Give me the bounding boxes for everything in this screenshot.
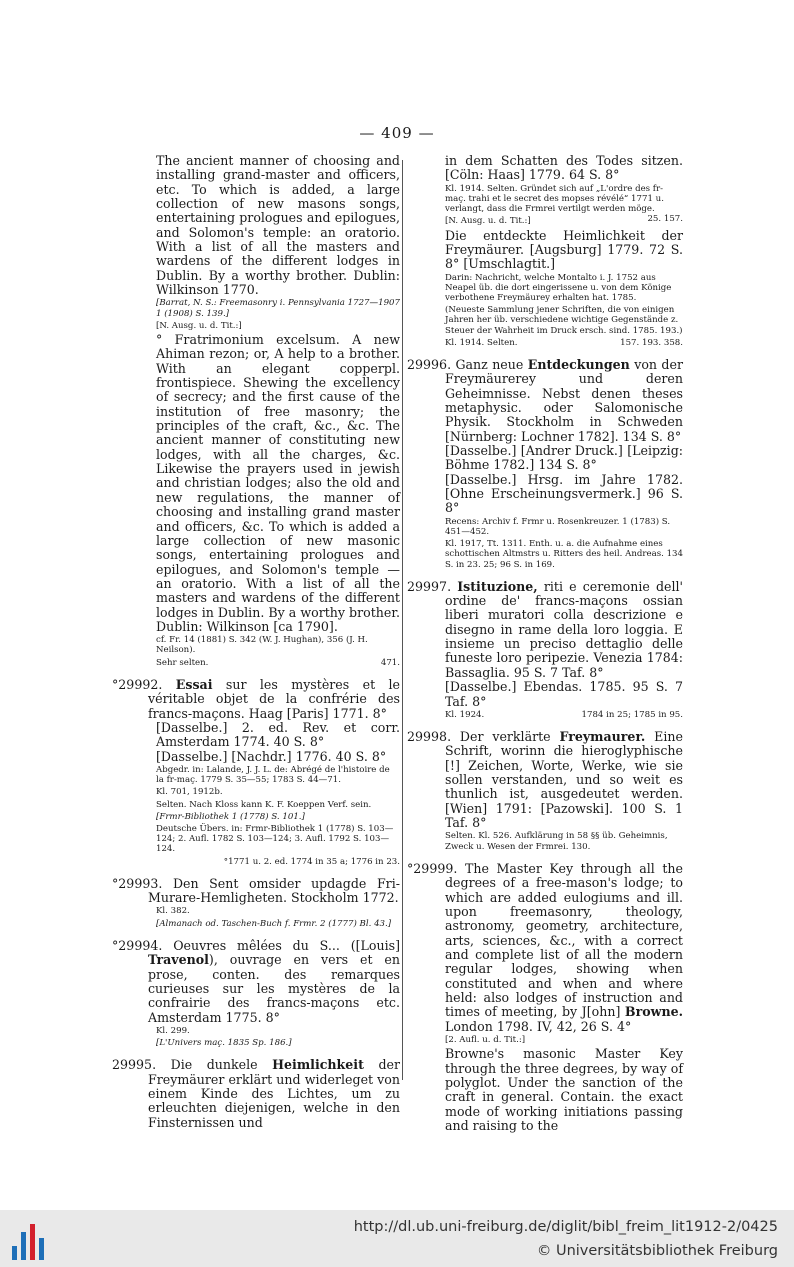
entry-number: 29996. <box>407 356 452 372</box>
entry-29993 <box>112 877 400 929</box>
entry-29996-edition-3: [Dasselbe.] Hrsg. im Jahre 1782. [Ohne Erscheinungsvermerk.] 96 S. 8° <box>445 471 683 516</box>
entry-number: °29993. <box>112 875 163 891</box>
entry-29992 <box>112 678 400 867</box>
continued-entry-text: The ancient manner of choosing and installing grand-master and officers, etc. To which is added, a large collection of new masons songs, entertaining prologues and epilogues, and Solomon's temple: an oratorio. With a list of all the masters and wardens of the different lodges in Dublin. By a worthy brother. Dublin: Wilkinson 1770. <box>156 153 400 298</box>
left-column <box>112 154 400 1130</box>
university-logo-icon <box>12 1224 52 1260</box>
viewer-footer <box>0 1210 794 1267</box>
entry-keyword: Entdeckungen <box>527 356 630 372</box>
entry-29998-main <box>407 730 683 830</box>
entry-29993-kl: Kl. 382. <box>156 906 190 917</box>
entry-29992-frmr: [Frmr-Bibliothek 1 (1778) S. 101.] <box>156 811 305 822</box>
entry-keyword: Heimlichkeit <box>272 1057 364 1073</box>
entry-29996-kl: Kl. 1917, Tt. 1311. Enth. u. a. die Aufnahme eines schottischen Altmstrs u. Ritters des heil. Andreas. 134 S. in 23. 25; 96 S. in 169. <box>445 539 683 570</box>
entry-number: 29995. <box>112 1057 157 1073</box>
entdeckte-darin: Darin: Nachricht, welche Montalto i. J. 1752 aus Neapel üb. die dort eingerissene u. von dem Könige verbothene Freymäurey erhalten hat. 1785. <box>445 272 672 303</box>
right-column <box>407 154 683 1133</box>
entry-29997-kl-number: 1784 in 25; 1785 in 95. <box>581 709 683 720</box>
entry-number: 29997. <box>407 578 452 594</box>
entry-text-2: Eine Schrift, worinn die hieroglyphische [!] Zeichen, Worte, Werke, wie sie sollen verstanden, und so weit es thunlich ist, ausgedeutet werden. [Wien] 1791: [Pazowski]. 100 S. 1 Taf. 8° <box>445 729 683 831</box>
entry-29992-price: °1771 u. 2. ed. 1774 in 35 a; 1776 in 23. <box>223 856 400 867</box>
entry-29997-main <box>407 580 683 680</box>
continued-entry-new-edition: [N. Ausg. u. d. Tit.:] <box>156 320 242 331</box>
entry-29992-edition-2: [Dasselbe.] 2. ed. Rev. et corr. Amsterdam 1774. 40 S. 8° <box>156 719 400 750</box>
entry-29996-main <box>407 358 683 444</box>
entry-text-2: von der Freymäurerey und deren Geheimnisse. Nebst denen theses metaphysic. oder Salomonische Physik. Stockholm in Schweden [Nürnberg: Lochner 1782]. 134 S. 8° <box>445 356 683 444</box>
entry-29997-kl-text: Kl. 1924. <box>445 709 485 720</box>
entry-29992-main <box>112 678 400 721</box>
entry-29992-edition-3: [Dasselbe.] [Nachdr.] 1776. 40 S. 8° <box>156 748 387 764</box>
entry-text-1: Ganz neue <box>455 356 524 372</box>
entry-29996-edition-2: [Dasselbe.] [Andrer Druck.] [Leipzig: Böhme 1782.] 134 S. 8° <box>445 443 683 473</box>
entry-number: 29998. <box>407 729 452 745</box>
continued-entry-kl-number: 25. 157. <box>647 214 683 225</box>
fratrimonium-seller <box>112 658 400 668</box>
entry-text-1: Die dunkele <box>170 1057 258 1073</box>
entry-29992-selten: Selten. Nach Kloss kann K. F. Koeppen Verf. sein. <box>156 799 372 810</box>
entry-keyword: Travenol <box>148 952 209 968</box>
entry-29997-edition-2: [Dasselbe.] Ebendas. 1785. 95 S. 7 Taf. 8° <box>445 679 683 709</box>
fratrimonium-note: cf. Fr. 14 (1881) S. 342 (W. J. Hughan), 356 (J. H. Neilson). <box>156 635 368 656</box>
entry-29997-kl <box>407 710 683 720</box>
entry-text-2: London 1798. IV, 42, 26 S. 4° <box>445 1018 632 1034</box>
entry-text-2: der Freymäurer erklärt und widerleget von einem Kinde des Lichtes, um zu erleuchten diejenigen, welche in den Finsternissen und <box>148 1057 400 1130</box>
entry-29999 <box>407 862 683 1133</box>
fratrimonium-seller-text: Sehr selten. <box>156 657 209 668</box>
entry-29994-kl: Kl. 299. <box>156 1025 190 1036</box>
column-divider <box>402 160 403 1080</box>
entry-29994-main <box>112 939 400 1025</box>
entry-29993-main <box>112 877 400 906</box>
continued-entry-text: in dem Schatten des Todes sitzen. [Cöln: Haas] 1779. 64 S. 8° <box>445 153 683 183</box>
entdeckte-kl-number: 157. 193. 358. <box>620 337 683 348</box>
entdeckte-text: Die entdeckte Heimlichkeit der Freymäurer. [Augsburg] 1779. 72 S. 8° [Umschlagtit.] <box>445 227 683 272</box>
copyright-text: © Universitätsbibliothek Freiburg <box>536 1243 778 1259</box>
entry-29992-abgedr: Abgedr. in: Lalande, J. J. L. de: Abrégé de l'histoire de la fr-maç. 1779 S. 35—55; 1783 S. 44—71. <box>156 764 390 786</box>
entry-keyword: Essai <box>175 676 213 692</box>
entry-29998 <box>407 730 683 852</box>
entry-text-1: Oeuvres mêlées du S... ([Louis] <box>173 937 400 953</box>
entry-29999-browne: Browne's masonic Master Key through the three degrees, by way of polyglot. Under the sanction of the craft in general. Contain. the exact mode of working initiations passing and raising to the <box>445 1046 683 1133</box>
entry-text-2: ), ouvrage en vers et en prose, conten. des remarques curieuses sur les mystères de la confrairie des francs-maçons etc. Amsterdam 1775. 8° <box>148 952 400 1025</box>
entry-keyword: Freymaurer. <box>559 729 646 745</box>
page-number: — 409 — <box>359 124 435 142</box>
entry-29998-kl: Selten. Kl. 526. Aufklärung in 58 §§ üb. Geheimnis, Zweck u. Wesen der Frmrei. 130. <box>445 831 668 852</box>
entry-29992-kl: Kl. 701, 1912b. <box>156 787 223 798</box>
entry-text: Den Sent omsider updagde Fri-Murare-Hemligheten. Stockholm 1772. <box>148 875 400 906</box>
continued-entry-kl-text: Kl. 1914. Selten. Gründet sich auf „L'ordre des fr-maç. trahi et le secret des mopses révélé“ 1771 u. verlangt, dass die Frmrei vertilgt werden möge. <box>445 183 664 215</box>
document-url-link[interactable]: http://dl.ub.uni-freiburg.de/diglit/bibl_freim_lit1912-2/0425 <box>353 1219 778 1235</box>
entry-29995-main <box>112 1058 400 1130</box>
entry-text: riti e ceremonie dell' ordine de' francs-maçons ossian liberi muratori colla descrizione e disegno in rame della loro loggia. E insieme un preciso dettaglio delle funeste loro peripezie. Venezia 1784: Bassaglia. 95 S. 7 Taf. 8° <box>445 578 683 680</box>
entdeckte-neueste: (Neueste Sammlung jener Schriften, die von einigen Jahren her üb. verschiedene wichtige Gegenstände z. Steuer der Wahrheit im Druck ersch. sind. 1785. 193.) <box>445 305 683 336</box>
entry-29996-recens: Recens: Archiv f. Frmr u. Rosenkreuzer. 1 (1783) S. 451—452. <box>445 516 671 537</box>
entry-29994 <box>112 939 400 1048</box>
entdeckte-kl <box>407 338 683 348</box>
entdeckte-kl-text: Kl. 1914. Selten. <box>445 337 518 348</box>
continued-entry-new-edition: [N. Ausg. u. d. Tit.:] <box>445 216 531 227</box>
entry-29999-main <box>407 862 683 1034</box>
entry-number: °29992. <box>112 676 163 692</box>
entry-29997 <box>407 580 683 720</box>
continued-entry-reference: [Barrat, N. S.: Freemasonry i. Pennsylvania 1727—1907 1 (1908) S. 139.] <box>156 298 400 319</box>
entry-29995 <box>112 1058 400 1130</box>
entry-29996 <box>407 358 683 570</box>
entry-number: °29994. <box>112 937 163 953</box>
entry-29994-ref: [L'Univers maç. 1835 Sp. 186.] <box>156 1038 292 1049</box>
fratrimonium-text: ° Fratrimonium excelsum. A new Ahiman rezon; or, A help to a brother. With an elegant copperpl. frontispiece. Shewing the excellency of secrecy; and the first cause of the institution of free masonry; the principles of the craft, &c., &c. The ancient manner of constituting new lodges, with all the charges, &c. Likewise the prayers used in jewish and christian lodges; also the old and new regulations, the manner of choosing and installing grand master and officers, &c. To which is added a large collection of new masonic songs, entertaining prologues and epilogues, and Solomon's temple — an oratorio. With a list of all the masters and wardens of the different lodges in Dublin. By a worthy brother. Dublin: Wilkinson [ca 1790]. <box>156 332 400 634</box>
entry-text: sur les mystères et le véritable objet de la confrérie des francs-maçons. Haag [Paris] 1771. 8° <box>148 676 400 721</box>
entry-text-1: The Master Key through all the degrees of a free-mason's lodge; to which are added eulogiums and ill. upon freemasonry, theology, astronomy, geometry, architecture, arts, sciences, &c., with a correct and complete list of all the modern regular lodges, showing when constituted and when and where held: also lodges of instruction and times of meeting, by J[ohn] <box>445 860 683 1020</box>
entry-number: °29999. <box>407 860 458 876</box>
entry-keyword: Browne. <box>624 1004 683 1020</box>
fratrimonium-seller-number: 471. <box>380 657 400 668</box>
entry-29993-ref: [Almanach od. Taschen-Buch f. Frmr. 2 (1777) Bl. 43.] <box>156 918 392 929</box>
entry-text-1: Der verklärte <box>459 729 551 745</box>
entry-keyword: Istituzione, <box>457 578 538 594</box>
entry-29999-aufl: [2. Aufl. u. d. Tit.:] <box>445 1034 526 1045</box>
entry-29992-deutsch: Deutsche Übers. in: Frmr-Bibliothek 1 (1778) S. 103—124; 2. Aufl. 1782 S. 103—124; 3. Aufl. 1792 S. 103—124. <box>156 823 394 855</box>
